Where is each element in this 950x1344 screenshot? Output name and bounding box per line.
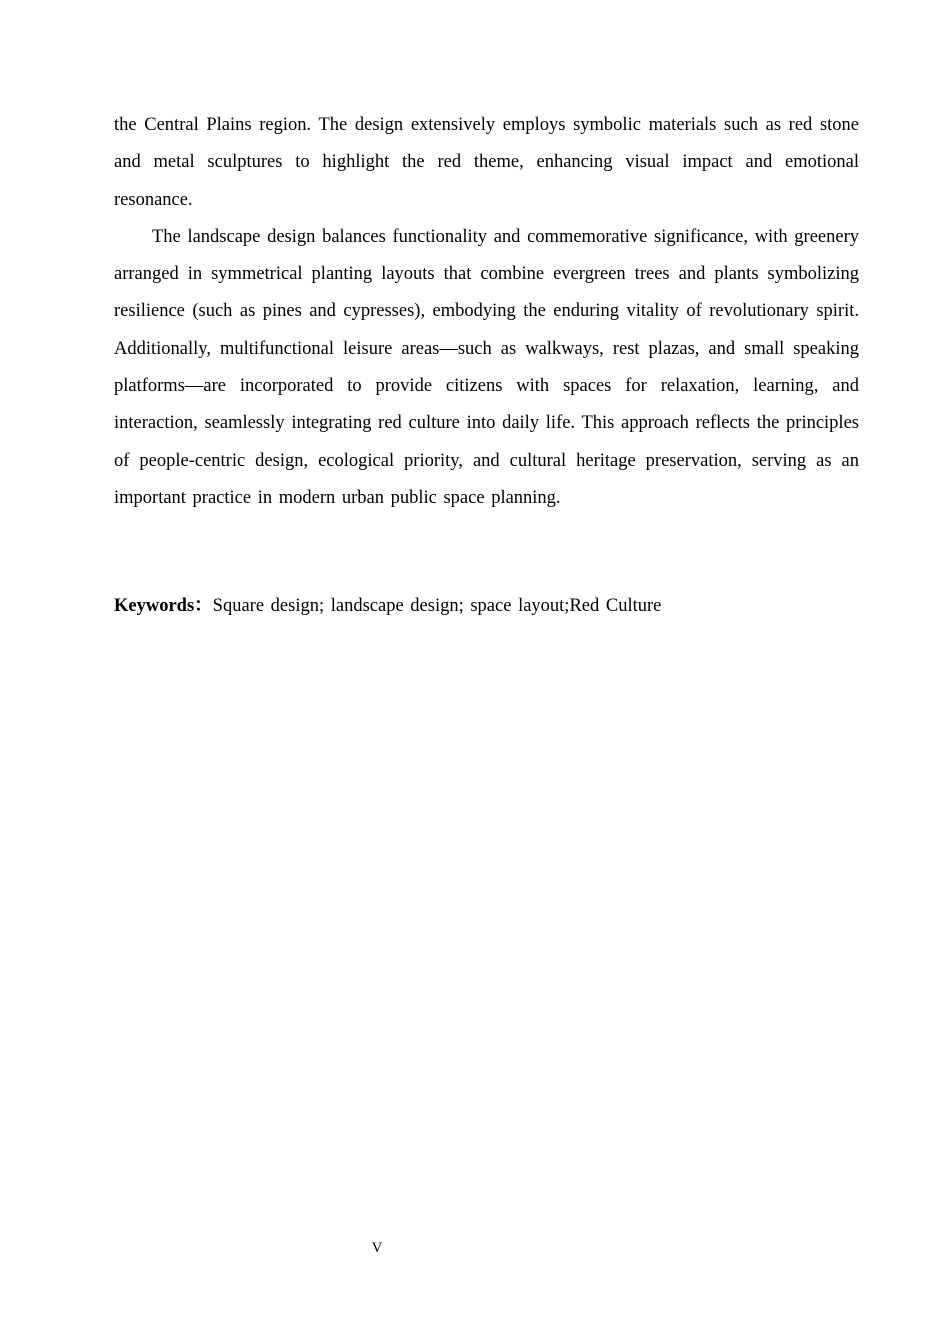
keywords-line [114,589,859,623]
abstract-body [114,107,859,517]
abstract-paragraph-2: The landscape design balances functionality and commemorative significance, with greenery arranged in symmetrical planting layouts that combine evergreen trees and plants symbolizing resilience (such as pines and cypresses), embodying the enduring vitality of revolutionary spirit. Additionally, multifunctional leisure areas—such as walkways, rest plazas, and small speaking platforms—are incorporated to provide citizens with spaces for relaxation, learning, and interaction, seamlessly integrating red culture into daily life. This approach reflects the principles of people-centric design, ecological priority, and cultural heritage preservation, serving as an important practice in modern urban public space planning. [114,226,859,508]
abstract-paragraph-1: the Central Plains region. The design extensively employs symbolic materials such as red stone and metal sculptures to highlight the red theme, enhancing visual impact and emotional resonance. [114,115,859,210]
keywords-label: Keywords： [114,596,213,616]
keywords-text: Square design; landscape design; space layout;Red Culture [212,596,662,616]
page-number: V [371,1240,383,1256]
